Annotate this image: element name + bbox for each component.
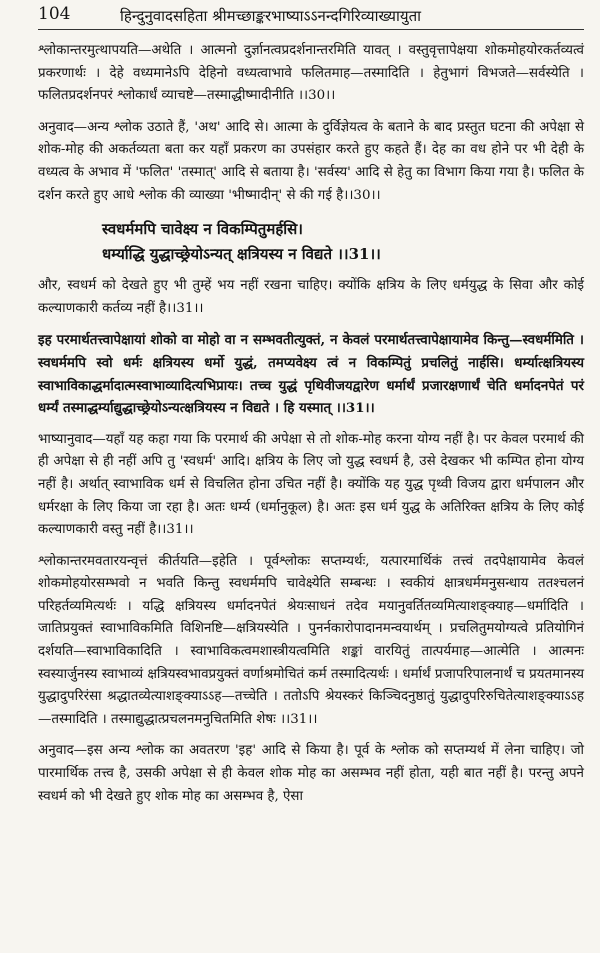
- verse-line: धर्म्याद्धि युद्धाच्छ्रेयोऽन्यत् क्षत्रियस्य न विद्यते ।।31।।: [102, 245, 381, 264]
- translation-paragraph-2: अनुवाद—इस अन्य श्लोक का अवतरण 'इह' आदि से किया है। पूर्व के श्लोक को सप्तम्यर्थ में लेना चाहिए। जो पारमार्थिक तत्त्व है, उसकी अपेक्षा से ही केवल शोक मोह का असम्भव नहीं होता, यही बात नहीं है। परन्तु अपने स्वधर्म को भी देखते हुए शोक मोह का असम्भव है, ऐसा: [38, 743, 584, 804]
- running-head: हिन्दुनुवादसहिता श्रीमच्छाङ्करभाष्याऽऽनन्दगिरिव्याख्यायुता: [120, 7, 422, 25]
- verse-translation: और, स्वधर्म को देखते हुए भी तुम्हें भय नहीं रखना चाहिए। क्योंकि क्षत्रिय के लिए धर्मयुद्ध के सिवा और कोई कल्याणकारी कर्तव्य नहीं है।।31।।: [38, 278, 584, 316]
- verse-block: [102, 217, 584, 267]
- page-header: [38, 0, 584, 28]
- commentary-paragraph: श्लोकान्तरमुत्थापयति—अथेति । आत्मनो दुर्ज्ञानत्वप्रदर्शनान्तरमिति यावत् । वस्तुवृत्तापेक्षया शोकमोहयोरकर्तव्यत्वं प्रकरणार्थः । देहे वध्यमानेऽपि देहिनो वध्यत्वाभावे फलितमाह—तस्मादिति । हेतुभागं विभजते—सर्वस्येति । फलितप्रदर्शनपरं श्लोकार्धं व्याचष्टे—तस्माद्धीष्मादीनीति ।।30।।: [38, 43, 584, 104]
- commentary-paragraph-2: श्लोकान्तरमवतारयन्वृत्तं कीर्तयति—इहेति । पूर्वश्लोकः सप्तम्यर्थः, यत्पारमार्थिकं तत्त्वं तदपेक्षायामेव केवलं शोकमोहयोरसम्भवो न भवति किन्तु स्वधर्ममपि चावेक्ष्येति सम्बन्धः । स्वकीयं क्षात्रधर्ममनुसन्धाय ततश्चलनं परिहर्तव्यमित्यर्थः । यद्धि क्षत्रियस्य धर्मादनपेतं श्रेयःसाधनं तदेव मयानुवर्तितव्यमित्याशङ्क्याह—धर्मादिति । जातिप्रयुक्तं स्वाभाविकमिति विशिनष्टि—क्षत्रियस्येति । पुनर्नकारोपादानमन्वयार्थम् । प्रचलितुमयोग्यत्वे प्रतियोगिनं दर्शयति—स्वाभाविकादिति । स्वाभाविकत्वमशास्त्रीयत्वमिति शङ्कां वारयितुं तात्पर्यमाह—आत्मेति । आत्मनः स्वस्यार्जुनस्य स्वाभाव्यं क्षत्रियस्वभावप्रयुक्तं वर्णाश्रमोचितं कर्म तस्मादित्यर्थः । धर्मार्थं प्रजापरिपालनार्थं च प्रयतमानस्य युद्धादुपरिरंसा श्रद्धातव्येत्याशङ्क्याऽऽह—तच्चेति । ततोऽपि श्रेयस्करं किञ्चिदनुष्ठातुं युद्धादुपरिरुचितेत्याशङ्क्याऽऽह—तस्मादिति । तस्माद्युद्धात्प्रचलनमनुचितमिति शेषः ।।31।।: [38, 553, 584, 727]
- bhashya-paragraph: इह परमार्थतत्त्वापेक्षायां शोको वा मोहो वा न सम्भवतीत्युक्तं, न केवलं परमार्थतत्त्वापेक्षायामेव किन्तु—स्वधर्ममिति । स्वधर्ममपि स्वो धर्मः क्षत्रियस्य धर्मो युद्धं, तमप्यवेक्ष्य त्वं न विकम्पितुं प्रचलितुं नार्हसि। धर्म्यात्क्षत्रियस्य स्वाभाविकाद्धर्मादात्मस्वाभाव्यादित्यभिप्रायः। तच्च युद्धं पृथिवीजयद्वारेण धर्मार्थं प्रजारक्षणार्थं चेति धर्मादनपेतं परं धर्म्यं तस्माद्धर्म्याद्युद्धाच्छ्रेयोऽन्यत्क्षत्रियस्य न विद्यते । हि यस्मात् ।।31।।: [38, 332, 584, 417]
- page-number: 104: [38, 4, 71, 24]
- verse-line: स्वधर्ममपि चावेक्ष्य न विकम्पितुमर्हसि।: [102, 220, 303, 239]
- translation-paragraph: अनुवाद—अन्य श्लोक उठाते हैं, 'अथ' आदि से। आत्मा के दुर्विज्ञेयत्व के बताने के बाद प्रस्तुत घटना की अपेक्षा से शोक-मोह की अकर्तव्यता बता कर यहाँ प्रकरण का उपसंहार करते हुए कहते हैं। देह का वध होने पर भी देही के वध्यत्व के अभाव में 'फलित' 'तस्मात्' आदि से बताया है। 'सर्वस्य' आदि से हेतु का विभाग किया गया है। फलित के दर्शन करते हुए आधे श्लोक की व्याख्या 'भीष्मादीन्' से की गई है।।30।।: [38, 119, 584, 203]
- header-rule: [38, 29, 584, 30]
- bhashya-translation-paragraph: भाष्यानुवाद—यहाँ यह कहा गया कि परमार्थ की अपेक्षा से तो शोक-मोह करना योग्य नहीं है। पर केवल परमार्थ की ही अपेक्षा से ही नहीं अपि तु 'स्वधर्म' आदि। क्षत्रिय के लिए जो युद्ध स्वधर्म है, उसे देखकर भी कम्पित होना योग्य नहीं है। अर्थात् स्वाभाविक धर्म से विचलित होना उचित नहीं है। क्योंकि यह युद्ध पृथ्वी विजय द्वारा धर्मपालन और धर्मरक्षा के लिए किया जा रहा है। अतः धर्म्य (धर्मानुकूल) है। अतः इस धर्म युद्ध के अतिरिक्त क्षत्रिय के लिए कोई कल्याणकारी वस्तु नहीं है।।31।।: [38, 431, 584, 538]
